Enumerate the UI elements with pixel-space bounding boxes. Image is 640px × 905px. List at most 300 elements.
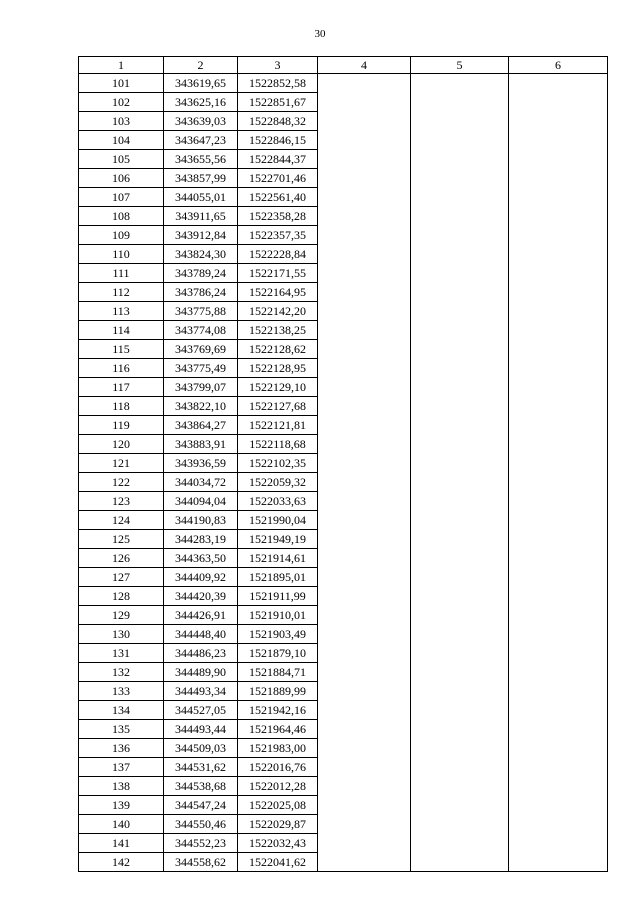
coordinate-x-cell: 344283,19 (164, 530, 238, 549)
table-row (79, 625, 608, 644)
coordinate-y-cell: 1521942,16 (238, 701, 318, 720)
coordinate-y-cell: 1522029,87 (238, 815, 318, 834)
coordinate-x-cell: 344363,50 (164, 549, 238, 568)
coordinate-y-cell: 1521990,04 (238, 511, 318, 530)
point-number-cell: 101 (79, 74, 164, 93)
empty-cell-col-4 (318, 739, 411, 758)
coordinate-y-cell: 1522848,32 (238, 112, 318, 131)
empty-cell-col-4 (318, 473, 411, 492)
coordinate-y-cell: 1522033,63 (238, 492, 318, 511)
empty-cell-col-5 (411, 340, 509, 359)
point-number-cell: 113 (79, 302, 164, 321)
empty-cell-col-5 (411, 378, 509, 397)
table-row (79, 226, 608, 245)
empty-cell-col-6 (509, 777, 608, 796)
coordinate-y-cell: 1522357,35 (238, 226, 318, 245)
empty-cell-col-6 (509, 340, 608, 359)
table-row (79, 131, 608, 150)
point-number-cell: 141 (79, 834, 164, 853)
empty-cell-col-6 (509, 663, 608, 682)
coordinate-y-cell: 1522846,15 (238, 131, 318, 150)
empty-cell-col-5 (411, 530, 509, 549)
empty-cell-col-6 (509, 207, 608, 226)
table-row (79, 587, 608, 606)
coordinate-x-cell: 343775,88 (164, 302, 238, 321)
point-number-cell: 105 (79, 150, 164, 169)
empty-cell-col-4 (318, 169, 411, 188)
coordinate-x-cell: 344493,34 (164, 682, 238, 701)
table-row (79, 473, 608, 492)
table-row (79, 815, 608, 834)
coordinate-x-cell: 343883,91 (164, 435, 238, 454)
table-row (79, 853, 608, 872)
empty-cell-col-4 (318, 777, 411, 796)
empty-cell-col-4 (318, 435, 411, 454)
coordinate-x-cell: 344493,44 (164, 720, 238, 739)
empty-cell-col-4 (318, 93, 411, 112)
table-row (79, 416, 608, 435)
point-number-cell: 107 (79, 188, 164, 207)
coordinate-x-cell: 344190,83 (164, 511, 238, 530)
point-number-cell: 127 (79, 568, 164, 587)
coordinate-y-cell: 1522041,62 (238, 853, 318, 872)
table-row (79, 93, 608, 112)
empty-cell-col-6 (509, 74, 608, 93)
header-cell-4: 4 (318, 57, 411, 74)
point-number-cell: 106 (79, 169, 164, 188)
empty-cell-col-5 (411, 758, 509, 777)
coordinate-x-cell: 343789,24 (164, 264, 238, 283)
coordinate-x-cell: 343775,49 (164, 359, 238, 378)
table-body (79, 74, 608, 872)
empty-cell-col-4 (318, 245, 411, 264)
coordinate-y-cell: 1521879,10 (238, 644, 318, 663)
empty-cell-col-5 (411, 739, 509, 758)
empty-cell-col-6 (509, 416, 608, 435)
empty-cell-col-4 (318, 511, 411, 530)
empty-cell-col-5 (411, 606, 509, 625)
empty-cell-col-5 (411, 150, 509, 169)
empty-cell-col-5 (411, 568, 509, 587)
empty-cell-col-6 (509, 492, 608, 511)
table-row (79, 549, 608, 568)
coordinate-x-cell: 344489,90 (164, 663, 238, 682)
point-number-cell: 116 (79, 359, 164, 378)
empty-cell-col-4 (318, 264, 411, 283)
empty-cell-col-6 (509, 454, 608, 473)
table-row (79, 644, 608, 663)
point-number-cell: 126 (79, 549, 164, 568)
coordinate-y-cell: 1522228,84 (238, 245, 318, 264)
point-number-cell: 129 (79, 606, 164, 625)
table-row (79, 321, 608, 340)
point-number-cell: 124 (79, 511, 164, 530)
point-number-cell: 137 (79, 758, 164, 777)
point-number-cell: 119 (79, 416, 164, 435)
coordinate-y-cell: 1522127,68 (238, 397, 318, 416)
coordinate-y-cell: 1522701,46 (238, 169, 318, 188)
coordinate-x-cell: 343619,65 (164, 74, 238, 93)
empty-cell-col-4 (318, 492, 411, 511)
empty-cell-col-4 (318, 682, 411, 701)
empty-cell-col-6 (509, 720, 608, 739)
coordinate-x-cell: 344448,40 (164, 625, 238, 644)
table-row (79, 264, 608, 283)
coordinate-y-cell: 1522121,81 (238, 416, 318, 435)
coordinate-y-cell: 1521910,01 (238, 606, 318, 625)
empty-cell-col-5 (411, 587, 509, 606)
empty-cell-col-4 (318, 226, 411, 245)
table-row (79, 777, 608, 796)
coordinate-x-cell: 343824,30 (164, 245, 238, 264)
empty-cell-col-4 (318, 283, 411, 302)
table-row (79, 492, 608, 511)
coordinate-x-cell: 343822,10 (164, 397, 238, 416)
header-cell-5: 5 (411, 57, 509, 74)
point-number-cell: 109 (79, 226, 164, 245)
point-number-cell: 121 (79, 454, 164, 473)
empty-cell-col-4 (318, 853, 411, 872)
coordinate-y-cell: 1522012,28 (238, 777, 318, 796)
header-cell-1: 1 (79, 57, 164, 74)
table-row (79, 397, 608, 416)
empty-cell-col-4 (318, 302, 411, 321)
coordinate-y-cell: 1522032,43 (238, 834, 318, 853)
point-number-cell: 136 (79, 739, 164, 758)
point-number-cell: 102 (79, 93, 164, 112)
empty-cell-col-6 (509, 169, 608, 188)
empty-cell-col-5 (411, 264, 509, 283)
coordinate-y-cell: 1521914,61 (238, 549, 318, 568)
table-row (79, 720, 608, 739)
coordinate-y-cell: 1522358,28 (238, 207, 318, 226)
point-number-cell: 122 (79, 473, 164, 492)
table-row (79, 511, 608, 530)
empty-cell-col-6 (509, 264, 608, 283)
coordinate-y-cell: 1522164,95 (238, 283, 318, 302)
coordinate-y-cell: 1522171,55 (238, 264, 318, 283)
empty-cell-col-4 (318, 834, 411, 853)
table-row (79, 568, 608, 587)
table-row (79, 150, 608, 169)
empty-cell-col-4 (318, 150, 411, 169)
empty-cell-col-6 (509, 701, 608, 720)
point-number-cell: 134 (79, 701, 164, 720)
coordinate-y-cell: 1521949,19 (238, 530, 318, 549)
empty-cell-col-4 (318, 815, 411, 834)
empty-cell-col-5 (411, 359, 509, 378)
empty-cell-col-4 (318, 131, 411, 150)
empty-cell-col-6 (509, 150, 608, 169)
point-number-cell: 110 (79, 245, 164, 264)
table-header (79, 57, 608, 74)
coordinate-x-cell: 344055,01 (164, 188, 238, 207)
table-row (79, 739, 608, 758)
empty-cell-col-5 (411, 663, 509, 682)
table-row (79, 74, 608, 93)
point-number-cell: 118 (79, 397, 164, 416)
point-number-cell: 125 (79, 530, 164, 549)
coordinate-x-cell: 343639,03 (164, 112, 238, 131)
empty-cell-col-6 (509, 188, 608, 207)
table-row (79, 530, 608, 549)
empty-cell-col-6 (509, 131, 608, 150)
coordinate-x-cell: 343655,56 (164, 150, 238, 169)
empty-cell-col-5 (411, 397, 509, 416)
empty-cell-col-6 (509, 530, 608, 549)
table-row (79, 758, 608, 777)
empty-cell-col-4 (318, 397, 411, 416)
coordinate-x-cell: 344420,39 (164, 587, 238, 606)
point-number-cell: 108 (79, 207, 164, 226)
coordinate-y-cell: 1522561,40 (238, 188, 318, 207)
empty-cell-col-4 (318, 416, 411, 435)
empty-cell-col-6 (509, 397, 608, 416)
table-row (79, 283, 608, 302)
coordinate-x-cell: 343786,24 (164, 283, 238, 302)
point-number-cell: 138 (79, 777, 164, 796)
coordinate-y-cell: 1522844,37 (238, 150, 318, 169)
table-row (79, 682, 608, 701)
coordinate-x-cell: 343799,07 (164, 378, 238, 397)
empty-cell-col-5 (411, 245, 509, 264)
empty-cell-col-4 (318, 663, 411, 682)
empty-cell-col-6 (509, 226, 608, 245)
coordinate-y-cell: 1521911,99 (238, 587, 318, 606)
empty-cell-col-4 (318, 207, 411, 226)
empty-cell-col-4 (318, 720, 411, 739)
point-number-cell: 139 (79, 796, 164, 815)
empty-cell-col-6 (509, 93, 608, 112)
empty-cell-col-5 (411, 701, 509, 720)
empty-cell-col-6 (509, 644, 608, 663)
empty-cell-col-4 (318, 112, 411, 131)
empty-cell-col-5 (411, 169, 509, 188)
point-number-cell: 133 (79, 682, 164, 701)
table-row (79, 663, 608, 682)
empty-cell-col-5 (411, 834, 509, 853)
point-number-cell: 130 (79, 625, 164, 644)
empty-cell-col-4 (318, 796, 411, 815)
coordinate-y-cell: 1522059,32 (238, 473, 318, 492)
empty-cell-col-4 (318, 188, 411, 207)
coordinate-y-cell: 1522016,76 (238, 758, 318, 777)
empty-cell-col-5 (411, 302, 509, 321)
empty-cell-col-5 (411, 226, 509, 245)
empty-cell-col-5 (411, 777, 509, 796)
coordinate-y-cell: 1522102,35 (238, 454, 318, 473)
table-row (79, 834, 608, 853)
point-number-cell: 115 (79, 340, 164, 359)
empty-cell-col-6 (509, 568, 608, 587)
empty-cell-col-4 (318, 378, 411, 397)
empty-cell-col-6 (509, 549, 608, 568)
table-row (79, 340, 608, 359)
empty-cell-col-6 (509, 606, 608, 625)
empty-cell-col-4 (318, 340, 411, 359)
coordinates-table (78, 56, 608, 872)
coordinate-y-cell: 1522118,68 (238, 435, 318, 454)
point-number-cell: 135 (79, 720, 164, 739)
coordinate-y-cell: 1522138,25 (238, 321, 318, 340)
point-number-cell: 114 (79, 321, 164, 340)
empty-cell-col-5 (411, 188, 509, 207)
empty-cell-col-4 (318, 359, 411, 378)
header-row (79, 57, 608, 74)
table-row (79, 207, 608, 226)
point-number-cell: 142 (79, 853, 164, 872)
coordinate-y-cell: 1521903,49 (238, 625, 318, 644)
empty-cell-col-5 (411, 74, 509, 93)
empty-cell-col-5 (411, 321, 509, 340)
empty-cell-col-5 (411, 131, 509, 150)
table-row (79, 188, 608, 207)
empty-cell-col-5 (411, 853, 509, 872)
table-row (79, 701, 608, 720)
empty-cell-col-5 (411, 511, 509, 530)
coordinate-x-cell: 344486,23 (164, 644, 238, 663)
coordinate-x-cell: 343625,16 (164, 93, 238, 112)
empty-cell-col-6 (509, 587, 608, 606)
coordinate-y-cell: 1521889,99 (238, 682, 318, 701)
empty-cell-col-4 (318, 644, 411, 663)
coordinate-x-cell: 343912,84 (164, 226, 238, 245)
coordinate-x-cell: 343911,65 (164, 207, 238, 226)
empty-cell-col-6 (509, 758, 608, 777)
point-number-cell: 117 (79, 378, 164, 397)
coordinate-y-cell: 1522852,58 (238, 74, 318, 93)
coordinate-x-cell: 344531,62 (164, 758, 238, 777)
table-row (79, 112, 608, 131)
empty-cell-col-6 (509, 321, 608, 340)
empty-cell-col-5 (411, 549, 509, 568)
table-row (79, 302, 608, 321)
point-number-cell: 140 (79, 815, 164, 834)
empty-cell-col-5 (411, 625, 509, 644)
point-number-cell: 103 (79, 112, 164, 131)
empty-cell-col-6 (509, 853, 608, 872)
coordinate-y-cell: 1522142,20 (238, 302, 318, 321)
point-number-cell: 120 (79, 435, 164, 454)
point-number-cell: 112 (79, 283, 164, 302)
empty-cell-col-5 (411, 454, 509, 473)
empty-cell-col-5 (411, 492, 509, 511)
empty-cell-col-5 (411, 416, 509, 435)
empty-cell-col-6 (509, 112, 608, 131)
empty-cell-col-6 (509, 682, 608, 701)
empty-cell-col-6 (509, 359, 608, 378)
empty-cell-col-6 (509, 511, 608, 530)
empty-cell-col-5 (411, 644, 509, 663)
table-row (79, 796, 608, 815)
coordinate-y-cell: 1522129,10 (238, 378, 318, 397)
coordinate-x-cell: 343647,23 (164, 131, 238, 150)
empty-cell-col-5 (411, 473, 509, 492)
point-number-cell: 111 (79, 264, 164, 283)
coordinate-x-cell: 343769,69 (164, 340, 238, 359)
empty-cell-col-4 (318, 758, 411, 777)
coordinate-y-cell: 1522025,08 (238, 796, 318, 815)
empty-cell-col-5 (411, 435, 509, 454)
empty-cell-col-6 (509, 739, 608, 758)
empty-cell-col-6 (509, 473, 608, 492)
header-cell-6: 6 (509, 57, 608, 74)
coordinate-x-cell: 344550,46 (164, 815, 238, 834)
empty-cell-col-6 (509, 625, 608, 644)
coordinate-x-cell: 344094,04 (164, 492, 238, 511)
empty-cell-col-4 (318, 625, 411, 644)
coordinate-x-cell: 343936,59 (164, 454, 238, 473)
header-cell-3: 3 (238, 57, 318, 74)
empty-cell-col-6 (509, 815, 608, 834)
coordinate-x-cell: 344409,92 (164, 568, 238, 587)
empty-cell-col-5 (411, 796, 509, 815)
empty-cell-col-4 (318, 606, 411, 625)
empty-cell-col-4 (318, 454, 411, 473)
empty-cell-col-4 (318, 568, 411, 587)
header-cell-2: 2 (164, 57, 238, 74)
coordinate-x-cell: 343864,27 (164, 416, 238, 435)
empty-cell-col-5 (411, 207, 509, 226)
table-row (79, 169, 608, 188)
coordinate-y-cell: 1521964,46 (238, 720, 318, 739)
coordinate-x-cell: 343774,08 (164, 321, 238, 340)
empty-cell-col-6 (509, 283, 608, 302)
coordinate-y-cell: 1521983,00 (238, 739, 318, 758)
coordinate-x-cell: 344552,23 (164, 834, 238, 853)
empty-cell-col-6 (509, 796, 608, 815)
table-row (79, 435, 608, 454)
coordinate-x-cell: 344426,91 (164, 606, 238, 625)
empty-cell-col-6 (509, 245, 608, 264)
empty-cell-col-5 (411, 815, 509, 834)
empty-cell-col-4 (318, 321, 411, 340)
coordinate-y-cell: 1522128,62 (238, 340, 318, 359)
coordinate-x-cell: 344558,62 (164, 853, 238, 872)
coordinate-x-cell: 344527,05 (164, 701, 238, 720)
coordinate-y-cell: 1522851,67 (238, 93, 318, 112)
empty-cell-col-4 (318, 549, 411, 568)
point-number-cell: 128 (79, 587, 164, 606)
table-row (79, 378, 608, 397)
coordinate-y-cell: 1521884,71 (238, 663, 318, 682)
table-row (79, 245, 608, 264)
empty-cell-col-5 (411, 112, 509, 131)
empty-cell-col-4 (318, 530, 411, 549)
empty-cell-col-6 (509, 834, 608, 853)
empty-cell-col-4 (318, 587, 411, 606)
point-number-cell: 131 (79, 644, 164, 663)
coordinate-x-cell: 344538,68 (164, 777, 238, 796)
empty-cell-col-5 (411, 720, 509, 739)
table-row (79, 359, 608, 378)
page-number: 30 (314, 28, 326, 40)
empty-cell-col-6 (509, 378, 608, 397)
coordinate-x-cell: 344509,03 (164, 739, 238, 758)
empty-cell-col-5 (411, 283, 509, 302)
table-row (79, 606, 608, 625)
coordinate-x-cell: 343857,99 (164, 169, 238, 188)
empty-cell-col-6 (509, 302, 608, 321)
coordinate-x-cell: 344034,72 (164, 473, 238, 492)
empty-cell-col-6 (509, 435, 608, 454)
point-number-cell: 132 (79, 663, 164, 682)
empty-cell-col-4 (318, 74, 411, 93)
empty-cell-col-5 (411, 93, 509, 112)
table-row (79, 454, 608, 473)
point-number-cell: 104 (79, 131, 164, 150)
point-number-cell: 123 (79, 492, 164, 511)
